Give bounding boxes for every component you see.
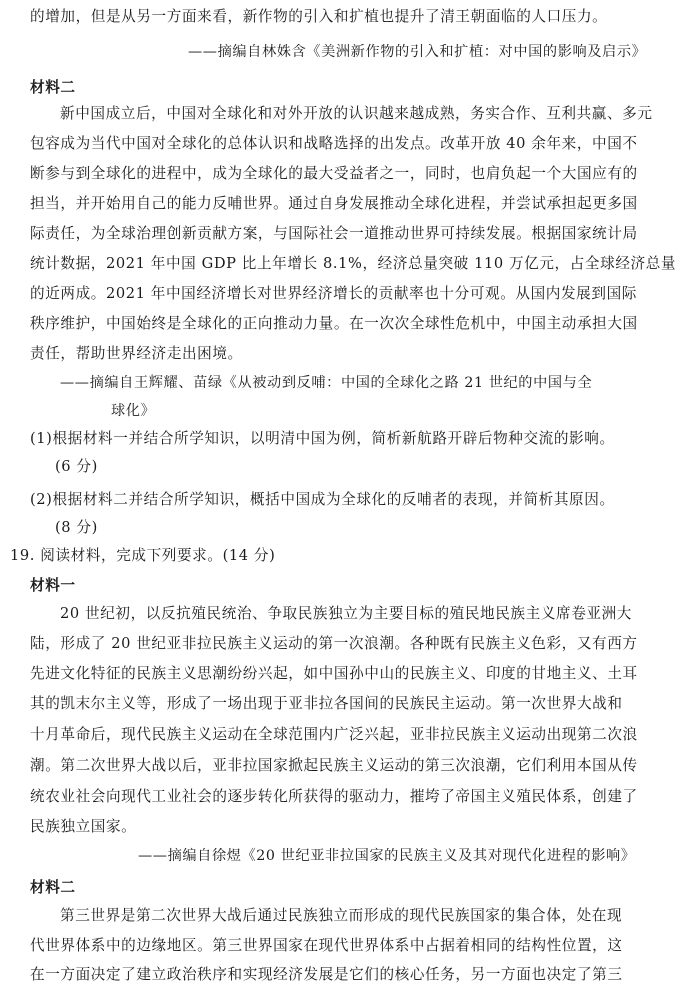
paragraph-line: 新中国成立后，中国对全球化和对外开放的认识越来越成熟，务实合作、互利共赢、多元 bbox=[60, 105, 653, 122]
paragraph-line: 先进文化特征的民族主义思潮纷纷兴起，如中国孙中山的民族主义、印度的甘地主义、土耳 bbox=[30, 665, 638, 682]
paragraph-line: 的近两成。2021 年中国经济增长对世界经济增长的贡献率也十分可观。从国内发展到国际 bbox=[30, 285, 637, 302]
paragraph-line: 代世界体系中的边缘地区。第三世界国家在现代世界体系中占据着相同的结构性位置，这 bbox=[30, 937, 623, 954]
question-1-score: (6 分) bbox=[55, 458, 98, 475]
paragraph-line: 在一方面决定了建立政治秩序和实现经济发展是它们的核心任务，另一方面也决定了第三 bbox=[30, 966, 623, 983]
paragraph-line: 统计数据，2021 年中国 GDP 比上年增长 8.1%，经济总量突破 110 万亿元，占全球经济总量 bbox=[30, 255, 677, 272]
paragraph-line: 断参与到全球化的进程中，成为全球化的最大受益者之一，同时，也肩负起一个大国应有的 bbox=[30, 165, 638, 182]
paragraph-line: 第三世界是第二次世界大战后通过民族独立而形成的现代民族国家的集合体，处在现 bbox=[60, 907, 623, 924]
source-citation: ——摘编自林姝含《美洲新作物的引入和扩植：对中国的影响及启示》 bbox=[188, 44, 647, 60]
paragraph-line: 际责任，为全球治理创新贡献方案，与国际社会一道推动世界可持续发展。根据国家统计局 bbox=[30, 225, 638, 242]
question-2: (2)根据材料二并结合所学知识，概括中国成为全球化的反哺者的表现，并简析其原因。 bbox=[30, 491, 615, 508]
paragraph-line: 秩序维护，中国始终是全球化的正向推动力量。在一次次全球性危机中，中国主动承担大国 bbox=[30, 315, 638, 332]
question-19-title: 19. 阅读材料，完成下列要求。(14 分) bbox=[10, 547, 276, 564]
material-heading: 材料二 bbox=[30, 879, 76, 896]
source-citation: 球化》 bbox=[111, 403, 156, 419]
source-citation: ——摘编自王辉耀、苗绿《从被动到反哺：中国的全球化之路 21 世纪的中国与全 bbox=[60, 375, 593, 391]
question-2-score: (8 分) bbox=[55, 519, 98, 536]
paragraph-line: 陆，形成了 20 世纪亚非拉民族主义运动的第一次浪潮。各种既有民族主义色彩，又有西方 bbox=[30, 635, 638, 652]
paragraph-line: 包容成为当代中国对全球化的总体认识和战略选择的出发点。改革开放 40 余年来，中国不 bbox=[30, 135, 638, 152]
paragraph-line: 潮。第二次世界大战以后，亚非拉国家掀起民族主义运动的第三次浪潮，它们利用本国从传 bbox=[30, 757, 638, 774]
paragraph-line: 的增加，但是从另一方面来看，新作物的引入和扩植也提升了清王朝面临的人口压力。 bbox=[30, 8, 608, 25]
paragraph-line: 担当，并开始用自己的能力反哺世界。通过自身发展推动全球化进程，并尝试承担起更多国 bbox=[30, 195, 638, 212]
material-heading: 材料一 bbox=[30, 577, 76, 594]
paragraph-line: 统农业社会向现代工业社会的逐步转化所获得的驱动力，摧垮了帝国主义殖民体系，创建了 bbox=[30, 788, 638, 805]
source-citation: ——摘编自徐煜《20 世纪亚非拉国家的民族主义及其对现代化进程的影响》 bbox=[138, 848, 636, 864]
material-heading: 材料二 bbox=[30, 79, 76, 96]
paragraph-line: 十月革命后，现代民族主义运动在全球范围内广泛兴起，亚非拉民族主义运动出现第二次浪 bbox=[30, 726, 638, 743]
paragraph-line: 民族独立国家。 bbox=[30, 818, 137, 835]
paragraph-line: 责任，帮助世界经济走出困境。 bbox=[30, 345, 243, 362]
paragraph-line: 20 世纪初，以反抗殖民统治、争取民族独立为主要目标的殖民地民族主义席卷亚洲大 bbox=[60, 605, 632, 622]
question-1: (1)根据材料一并结合所学知识，以明清中国为例，简析新航路开辟后物种交流的影响。 bbox=[30, 430, 615, 447]
paragraph-line: 其的凯末尔主义等，形成了一场出现于亚非拉各国间的民族民主运动。第一次世界大战和 bbox=[30, 695, 623, 712]
